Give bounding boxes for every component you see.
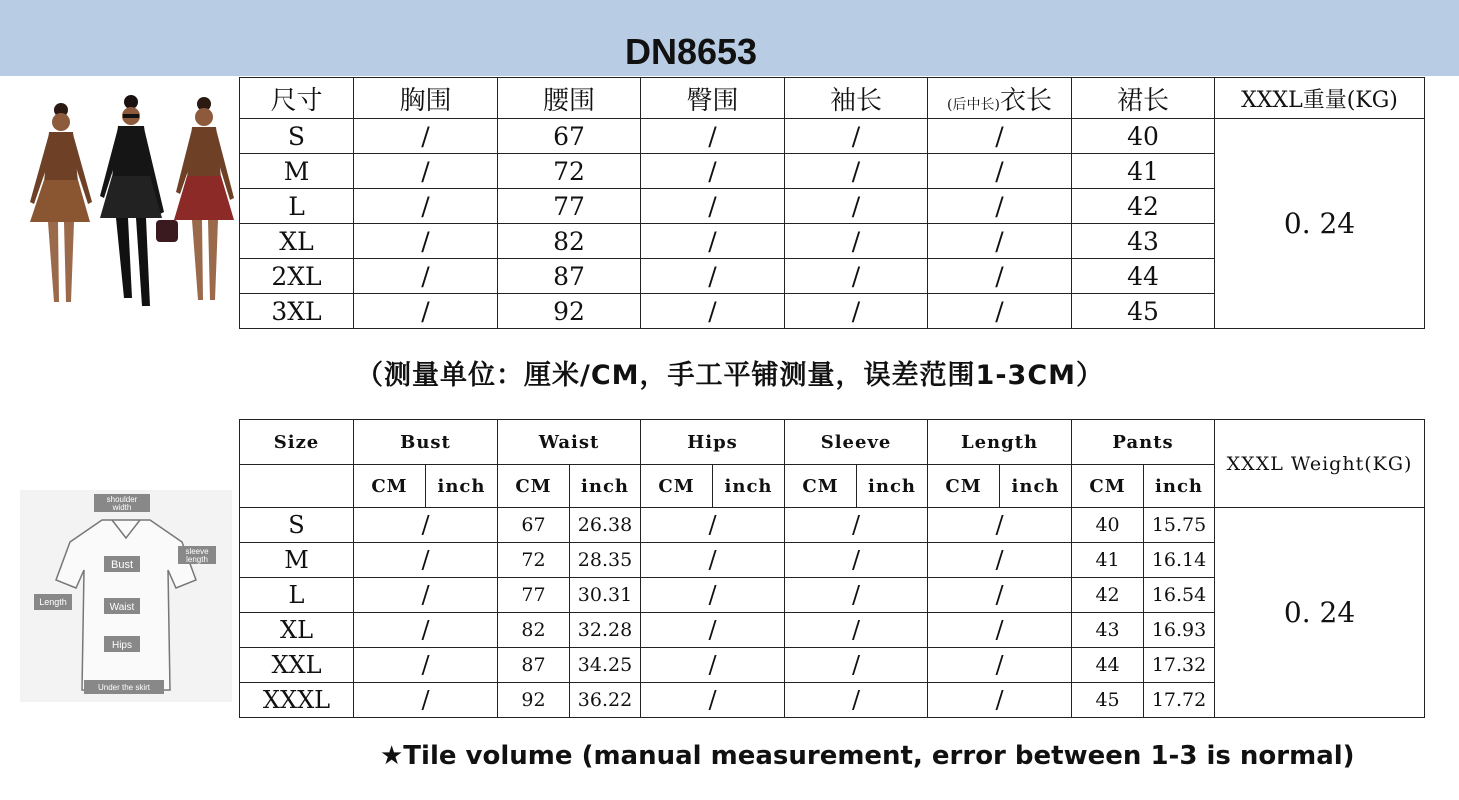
sleeve-cell: / <box>785 119 928 154</box>
header-waist: Waist <box>498 420 641 465</box>
pants-cm-cell: 42 <box>1072 578 1144 613</box>
header-size: Size <box>240 420 354 465</box>
waist-cell: 82 <box>498 224 641 259</box>
length-cell: / <box>928 613 1072 648</box>
header-length: Length <box>928 420 1072 465</box>
waist-inch-cell: 28.35 <box>570 543 641 578</box>
hips-cell: / <box>641 648 785 683</box>
length-cell: / <box>928 543 1072 578</box>
header-bust: Bust <box>354 420 498 465</box>
diagram-width-label: width <box>112 503 132 512</box>
en-measurement-note: ★Tile volume (manual measurement, error between 1-3 is normal) <box>380 741 1355 771</box>
pants-cm-cell: 40 <box>1072 508 1144 543</box>
size-cell: XXXL <box>240 683 354 718</box>
sleeve-cell: / <box>785 578 928 613</box>
table-row <box>240 119 1425 154</box>
size-cell: M <box>240 543 354 578</box>
bust-cell: / <box>354 543 498 578</box>
product-models-image <box>16 92 238 322</box>
sleeve-cell: / <box>785 154 928 189</box>
size-table-en <box>239 419 1425 718</box>
length-cell: / <box>928 294 1072 329</box>
garment-measurement-diagram <box>20 490 232 702</box>
bust-cell: / <box>354 683 498 718</box>
sleeve-cell: / <box>785 508 928 543</box>
waist-cm-cell: 72 <box>498 543 570 578</box>
hips-cell: / <box>641 189 785 224</box>
diagram-sleeve-label: sleeve <box>185 547 209 556</box>
bust-cell: / <box>354 189 498 224</box>
waist-cm-cell: 82 <box>498 613 570 648</box>
skirt-cell: 40 <box>1072 119 1215 154</box>
unit-cm: CM <box>354 465 426 508</box>
hips-cell: / <box>641 543 785 578</box>
unit-inch: inch <box>426 465 498 508</box>
cn-measurement-note: （测量单位：厘米/CM，手工平铺测量，误差范围1-3CM） <box>356 360 1105 391</box>
hips-cell: / <box>641 508 785 543</box>
skirt-cell: 41 <box>1072 154 1215 189</box>
hips-cell: / <box>641 259 785 294</box>
model-red <box>174 97 234 300</box>
diagram-skirt-label: Under the skirt <box>97 683 151 692</box>
unit-inch: inch <box>570 465 641 508</box>
hips-cell: / <box>641 154 785 189</box>
sleeve-cell: / <box>785 648 928 683</box>
skirt-cell: 44 <box>1072 259 1215 294</box>
header-waist: 腰围 <box>498 78 641 119</box>
bust-cell: / <box>354 613 498 648</box>
waist-inch-cell: 32.28 <box>570 613 641 648</box>
pants-inch-cell: 16.93 <box>1144 613 1215 648</box>
weight-cell: 0. 24 <box>1215 119 1425 329</box>
sleeve-cell: / <box>785 613 928 648</box>
header-size: 尺寸 <box>240 78 354 119</box>
size-table-cn <box>239 77 1425 329</box>
waist-cm-cell: 87 <box>498 648 570 683</box>
skirt-cell: 43 <box>1072 224 1215 259</box>
bust-cell: / <box>354 224 498 259</box>
waist-cell: 92 <box>498 294 641 329</box>
length-cell: / <box>928 259 1072 294</box>
unit-inch: inch <box>857 465 928 508</box>
pants-inch-cell: 17.72 <box>1144 683 1215 718</box>
size-cell: 3XL <box>240 294 354 329</box>
bust-cell: / <box>354 648 498 683</box>
waist-cell: 67 <box>498 119 641 154</box>
unit-cm: CM <box>1072 465 1144 508</box>
unit-cm: CM <box>928 465 1000 508</box>
header-sleeve: 袖长 <box>785 78 928 119</box>
diagram-bust-label: Bust <box>110 559 134 571</box>
bust-cell: / <box>354 119 498 154</box>
weight-cell: 0. 24 <box>1215 508 1425 718</box>
header-length-label: 衣长 <box>999 85 1052 116</box>
length-cell: / <box>928 119 1072 154</box>
sleeve-cell: / <box>785 189 928 224</box>
unit-inch: inch <box>1000 465 1072 508</box>
size-cell: XL <box>240 224 354 259</box>
header-sleeve: Sleeve <box>785 420 928 465</box>
length-cell: / <box>928 224 1072 259</box>
size-cell: S <box>240 119 354 154</box>
pants-inch-cell: 15.75 <box>1144 508 1215 543</box>
skirt-cell: 42 <box>1072 189 1215 224</box>
unit-inch: inch <box>1144 465 1215 508</box>
product-code: DN8653 <box>625 31 758 72</box>
pants-inch-cell: 17.32 <box>1144 648 1215 683</box>
size-cell: M <box>240 154 354 189</box>
header-skirt: 裙长 <box>1072 78 1215 119</box>
sleeve-cell: / <box>785 294 928 329</box>
bust-cell: / <box>354 578 498 613</box>
model-brown <box>30 103 92 302</box>
length-cell: / <box>928 648 1072 683</box>
pants-cm-cell: 41 <box>1072 543 1144 578</box>
diagram-hips-label: Hips <box>111 640 133 651</box>
size-cell: L <box>240 189 354 224</box>
header-hips: Hips <box>641 420 785 465</box>
skirt-cell: 45 <box>1072 294 1215 329</box>
waist-inch-cell: 34.25 <box>570 648 641 683</box>
hips-cell: / <box>641 224 785 259</box>
diagram-waist-label: Waist <box>109 602 135 613</box>
header-weight: XXXL Weight(KG) <box>1215 420 1425 508</box>
table-row <box>240 508 1425 543</box>
pants-cm-cell: 43 <box>1072 613 1144 648</box>
diagram-sleeve-length-label: length <box>186 555 208 564</box>
waist-inch-cell: 30.31 <box>570 578 641 613</box>
pants-inch-cell: 16.54 <box>1144 578 1215 613</box>
unit-cm: CM <box>641 465 713 508</box>
header-hips: 臀围 <box>641 78 785 119</box>
waist-cell: 72 <box>498 154 641 189</box>
model-black <box>100 95 178 306</box>
length-cell: / <box>928 508 1072 543</box>
size-cell: S <box>240 508 354 543</box>
pants-cm-cell: 45 <box>1072 683 1144 718</box>
waist-cm-cell: 92 <box>498 683 570 718</box>
size-cell: L <box>240 578 354 613</box>
waist-inch-cell: 26.38 <box>570 508 641 543</box>
bust-cell: / <box>354 154 498 189</box>
header-weight: XXXL重量(KG) <box>1215 78 1425 119</box>
waist-cell: 77 <box>498 189 641 224</box>
waist-inch-cell: 36.22 <box>570 683 641 718</box>
pants-inch-cell: 16.14 <box>1144 543 1215 578</box>
waist-cm-cell: 67 <box>498 508 570 543</box>
pants-cm-cell: 44 <box>1072 648 1144 683</box>
header-bust: 胸围 <box>354 78 498 119</box>
unit-cm: CM <box>785 465 857 508</box>
sleeve-cell: / <box>785 683 928 718</box>
length-cell: / <box>928 683 1072 718</box>
length-cell: / <box>928 578 1072 613</box>
size-cell: XXL <box>240 648 354 683</box>
size-cell: XL <box>240 613 354 648</box>
header-blank <box>240 465 354 508</box>
hips-cell: / <box>641 683 785 718</box>
length-cell: / <box>928 189 1072 224</box>
waist-cell: 87 <box>498 259 641 294</box>
unit-cm: CM <box>498 465 570 508</box>
diagram-length-label: Length <box>39 597 67 607</box>
unit-inch: inch <box>713 465 785 508</box>
diagram-shoulder-label: shoulder <box>106 495 138 504</box>
sleeve-cell: / <box>785 543 928 578</box>
size-cell: 2XL <box>240 259 354 294</box>
length-cell: / <box>928 154 1072 189</box>
header-length <box>928 78 1072 119</box>
bust-cell: / <box>354 508 498 543</box>
waist-cm-cell: 77 <box>498 578 570 613</box>
hips-cell: / <box>641 578 785 613</box>
header-pants: Pants <box>1072 420 1215 465</box>
hips-cell: / <box>641 613 785 648</box>
sleeve-cell: / <box>785 259 928 294</box>
header-length-note: (后中长) <box>947 96 1000 113</box>
hips-cell: / <box>641 119 785 154</box>
hips-cell: / <box>641 294 785 329</box>
sleeve-cell: / <box>785 224 928 259</box>
bust-cell: / <box>354 259 498 294</box>
bust-cell: / <box>354 294 498 329</box>
